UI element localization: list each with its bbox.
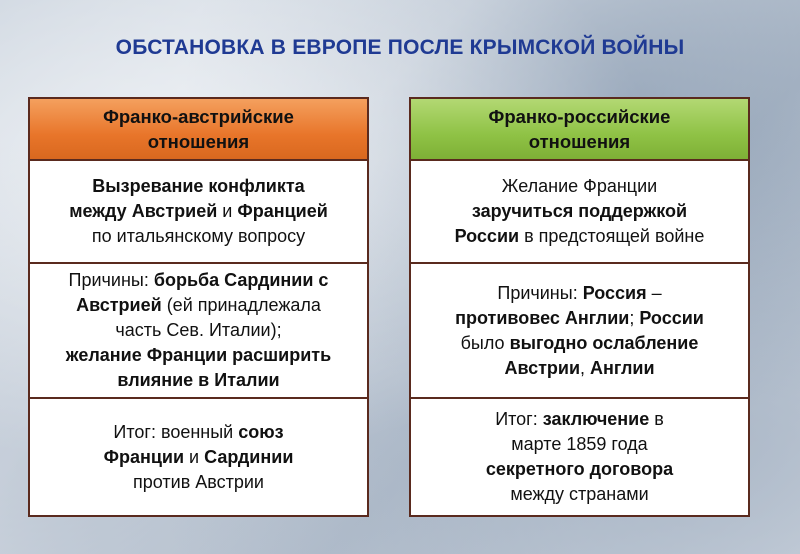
regular-text: – [646,282,662,303]
text-line [76,293,321,318]
column-franco-austrian [28,97,369,517]
regular-text: по итальянскому вопросу [91,226,306,246]
regular-text: часть Сев. Италии); [115,320,282,340]
text-line [511,432,647,457]
bold-text: Франции [103,446,185,467]
bold-text: борьба Сардинии с [153,270,329,290]
header-line: отношения [147,131,250,152]
regular-text: ; [629,307,640,328]
regular-text: против Австрии [133,471,264,492]
bold-text: противовес Англии [455,307,630,328]
text-line [113,420,283,445]
regular-text: было [460,332,510,353]
bold-text: Сардинии [204,446,294,467]
text-line [461,331,699,356]
text-line [486,457,673,482]
bold-text: желание Франции расширить [65,345,332,365]
bold-text: между Австрией [69,201,218,221]
regular-text: и [184,446,205,467]
text-line [472,199,687,224]
bold-text: Вызревание конфликта [92,176,305,196]
bold-text: Австрии [504,357,581,378]
regular-text: в предстоящей войне [519,226,705,246]
slide-title: ОБСТАНОВКА В ЕВРОПЕ ПОСЛЕ КРЫМСКОЙ ВОЙНЫ [115,36,685,59]
header-line: Франко-австрийские [103,106,294,127]
text-line [104,445,294,470]
regular-text: (ей принадлежала [161,295,321,315]
desire-cell [411,159,748,262]
bold-text: секретного договора [485,459,674,479]
regular-text: , [580,357,591,378]
header-line: отношения [528,131,631,152]
result-cell [411,397,748,515]
bold-text: союз [238,421,284,442]
text-line [69,268,329,293]
column-header [30,99,367,159]
text-line [133,470,264,495]
conflict-cell [30,159,367,262]
regular-text: Желание Франции [501,176,658,196]
regular-text: марте 1859 года [511,434,648,454]
bold-text: России [454,226,520,246]
column-header [411,99,748,159]
regular-text: между странами [510,484,649,504]
bold-text: Англии [590,357,655,378]
column-franco-russian [409,97,750,517]
text-line [455,224,705,249]
text-line [495,407,664,432]
text-line [69,199,328,224]
text-line [66,343,331,368]
regular-text: Итог: [495,409,543,429]
regular-text: Причины: [68,270,154,290]
bold-text: заключение [542,409,650,429]
bold-text: выгодно ослабление [509,332,699,353]
header-line: Франко-российские [488,106,671,127]
text-line [455,306,704,331]
bold-text: заручиться поддержкой [471,201,688,221]
regular-text: Итог: военный [113,421,239,442]
text-line [497,281,661,306]
bold-text: России [639,307,704,328]
text-line [92,174,304,199]
bold-text: Австрией [76,295,162,315]
regular-text: Причины: [497,282,583,303]
text-line [504,356,654,381]
regular-text: в [649,409,664,429]
regular-text: и [217,201,238,221]
text-line [117,368,279,393]
text-line [502,174,657,199]
bold-text: Россия [582,282,647,303]
text-line [92,224,305,249]
result-cell [30,397,367,515]
reasons-cell [30,262,367,397]
reasons-cell [411,262,748,397]
bold-text: Францией [237,201,328,221]
text-line [510,482,648,507]
bold-text: влияние в Италии [117,370,280,390]
text-line [115,318,281,343]
